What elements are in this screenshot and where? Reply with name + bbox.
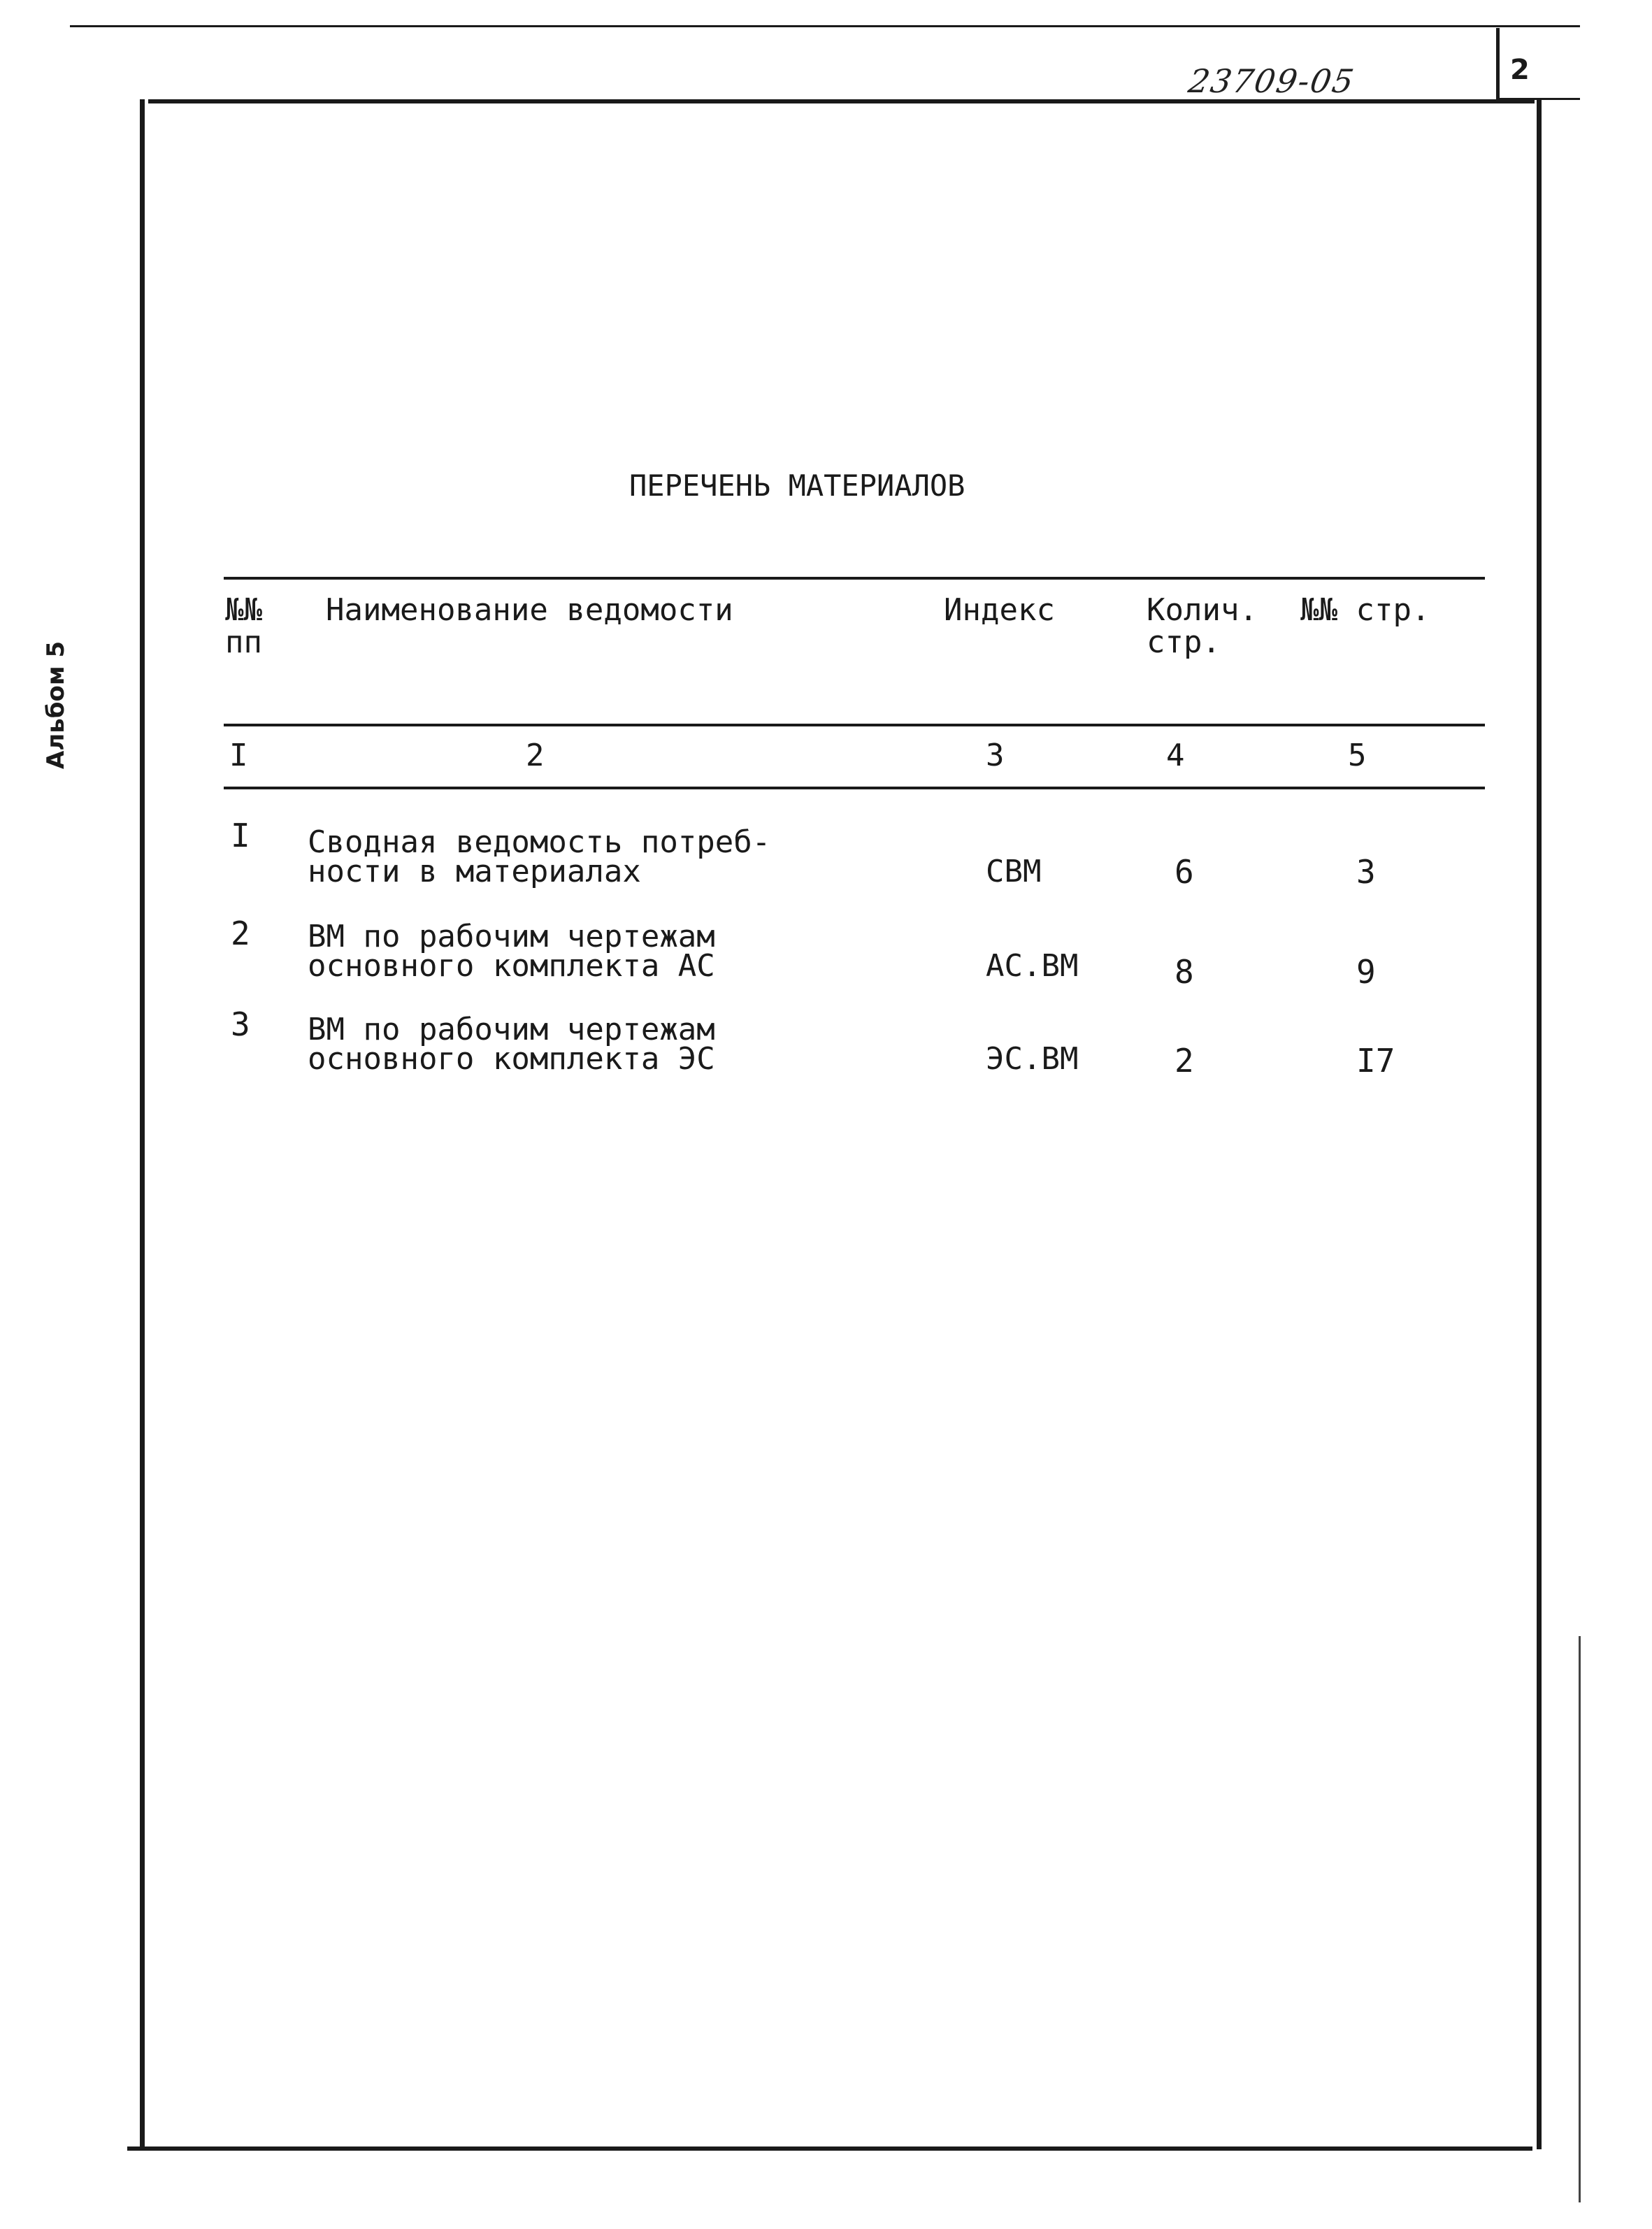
- row-pages-count: 2: [1175, 1042, 1194, 1080]
- header-pages-count-line1: Колич.: [1147, 592, 1258, 628]
- document-title: ПЕРЕЧЕНЬ МАТЕРИАЛОВ: [629, 468, 965, 503]
- row-index: ЭС.ВМ: [986, 1041, 1079, 1077]
- row-index: СВМ: [986, 854, 1042, 889]
- row-page-number: 3: [1356, 853, 1376, 891]
- row-number: 3: [231, 1005, 250, 1043]
- outer-margin-line: [1579, 1636, 1581, 2202]
- row-page-number: I7: [1356, 1042, 1395, 1080]
- header-no-line1: №№: [225, 592, 262, 628]
- column-number-2: 2: [526, 738, 545, 773]
- row-name-line1: Сводная ведомость потреб-: [308, 824, 771, 860]
- column-number-1: I: [229, 738, 248, 773]
- row-number: I: [231, 817, 250, 854]
- row-number: 2: [231, 915, 250, 952]
- header-name: Наименование ведомости: [326, 592, 733, 628]
- column-number-4: 4: [1166, 738, 1185, 773]
- frame-right-border: [1537, 99, 1542, 2149]
- table-top-rule: [224, 577, 1485, 580]
- row-pages-count: 6: [1175, 853, 1194, 891]
- header-no-line2: пп: [225, 624, 262, 660]
- row-name-line2: ности в материалах: [308, 854, 641, 889]
- frame-left-border: [140, 99, 145, 2149]
- row-name-line2: основного комплекта АС: [308, 948, 715, 984]
- header-index: Индекс: [944, 592, 1055, 628]
- sheet-number-rule: [1500, 98, 1580, 100]
- column-number-5: 5: [1348, 738, 1367, 773]
- row-page-number: 9: [1356, 953, 1376, 991]
- sheet-number: 2: [1510, 54, 1530, 86]
- top-rule: [70, 25, 1580, 27]
- frame-bottom-border: [127, 2146, 1532, 2151]
- row-name-line1: ВМ по рабочим чертежам: [308, 1012, 715, 1047]
- row-name-line2: основного комплекта ЭС: [308, 1041, 715, 1077]
- album-label: Альбом 5: [42, 640, 70, 769]
- header-pages-count-line2: стр.: [1147, 624, 1221, 660]
- row-name-line1: ВМ по рабочим чертежам: [308, 919, 715, 954]
- column-number-3: 3: [986, 738, 1005, 773]
- row-pages-count: 8: [1175, 953, 1194, 991]
- header-bottom-rule: [224, 724, 1485, 726]
- column-numbers-rule: [224, 787, 1485, 789]
- document-number: 23709-05: [1186, 62, 1358, 100]
- sheet-number-divider: [1496, 28, 1500, 99]
- row-index: АС.ВМ: [986, 948, 1079, 984]
- header-page-numbers: №№ стр.: [1300, 592, 1430, 628]
